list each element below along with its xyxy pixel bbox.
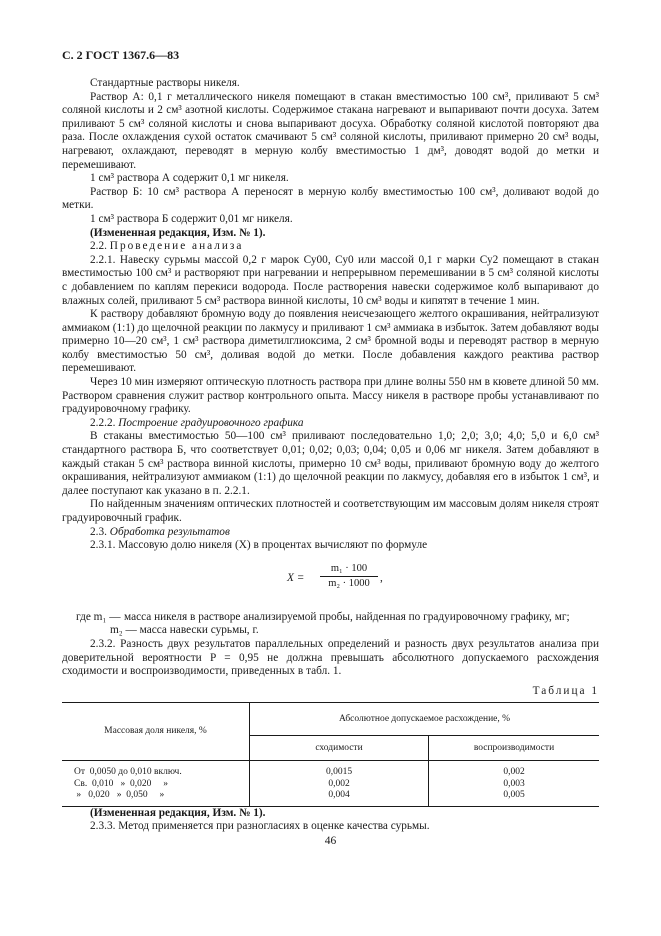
optical-density-paragraph: Через 10 мин измеряют оптическую плотность раствора при длине волны 550 нм в кювете длиной 50 мм. Раствором сравнения служит раствор контрольного опыта. Массу никеля в растворе пробы устанавливают по градуировочному графику. (62, 376, 599, 416)
bromine-water-paragraph: К раствору добавляют бромную воду до появления неисчезающего желтого окрашивания, нейтрализуют аммиаком (1:1) до щелочной реакции по лакмусу и приливают 1 см³ аммиака в избыток. Затем добавляют воды примерно 10—20 см³, 1 см³ раствора диметилглиоксима, 2 см³ бромной воды и переводят раствор в мерную колбу вместимостью 50 см³, доливая водой до метки. После добавления каждого реактива раствор перемешивают. (62, 308, 599, 375)
header-reproducibility: воспроизводимости (429, 736, 600, 761)
section-2-2-2-title: Построение градуировочного графика (118, 416, 304, 429)
row-reproducibility: 0,003 (503, 778, 525, 789)
edition-note-1: (Измененная редакция, Изм. № 1). (90, 226, 266, 239)
calibration-graph-paragraph: По найденным значениям оптических плотностей и соответствующим им массовым долям никеля строят градуировочный график. (62, 498, 599, 524)
solution-b-concentration: 1 см³ раствора Б содержит 0,01 мг никеля. (90, 212, 293, 225)
formula-denominator: m₂ · 1000 (328, 578, 370, 590)
tolerance-table (62, 702, 599, 807)
section-2-2-2-number: 2.2.2. (90, 416, 116, 429)
solution-a-paragraph: Раствор А: 0,1 г металлического никеля помещают в стакан вместимостью 100 см³, приливают 5 см³ соляной кислоты и 2 см³ азотной кислоты. Содержимое стакана нагревают и выпаривают почти досуха. Затем приливают 5 см³ соляной кислоты и снова выпаривают досуха. Обработку соляной кислотой повторяют два раза. После охлаждения сухой остаток смачивают 5 см³ соляной кислоты, приливают примерно 20 см³ воды, нагревают, охлаждают, переводят в мерную колбу вместимостью 1 дм³, доводят водой до метки и перемешивают. (62, 90, 599, 171)
formula-comma: , (380, 571, 383, 584)
column-reproducibility (429, 761, 600, 807)
row-range: От 0,0050 до 0,010 включ. (74, 767, 182, 778)
section-2-3-heading (62, 526, 599, 540)
row-reproducibility: 0,005 (503, 790, 525, 801)
section-2-2-title: Проведение анализа (109, 240, 244, 253)
edition-note-2: (Измененная редакция, Изм. № 1). (90, 806, 266, 819)
header-mass-fraction: Массовая доля никеля, % (62, 703, 250, 761)
legend-m2: m₂ — масса навески сурьмы, г. (110, 624, 259, 637)
header-tolerance: Абсолютное допускаемое расхождение, % (250, 703, 600, 736)
formula (62, 559, 599, 603)
formula-numerator: m₁ · 100 (320, 562, 378, 578)
section-2-3-3-paragraph: 2.3.3. Метод применяется при разногласиях в оценке качества сурьмы. (90, 820, 430, 833)
section-2-2-2-heading (62, 417, 599, 431)
row-range: Св. 0,010 » 0,020 » (74, 778, 168, 789)
column-ranges (62, 761, 250, 807)
standard-solutions-title: Стандартные растворы никеля. (90, 77, 240, 89)
section-2-3-title: Обработка результатов (109, 525, 230, 538)
section-2-2-number: 2.2. (90, 240, 107, 253)
section-2-3-2-paragraph: 2.3.2. Разность двух результатов параллельных определений и разность двух результатов анализа при доверительной вероятности P = 0,95 не должна превышать абсолютного допускаемого расхождения сходимости и воспроизводимости, приведенных в табл. 1. (62, 637, 599, 678)
legend-m1 (62, 611, 599, 625)
section-2-2-heading (62, 240, 599, 254)
row-convergence: 0,0015 (325, 767, 353, 778)
table-body (62, 761, 599, 807)
calibration-paragraph: В стаканы вместимостью 50—100 см³ приливают последовательно 1,0; 2,0; 3,0; 4,0; 5,0 и 6,0 см³ стандартного раствора Б, что соответствует 0,01; 0,02; 0,03; 0,04; 0,05 и 0,06 мг никеля. Затем добавляют в каждый стакан 5 см³ раствора винной кислоты, примерно 10 см³ воды, приливают бромную воду до желтого окрашивания, нейтрализуют аммиаком (1:1) до щелочной реакции по лакмусу, добавляя его в избыток 1 см³, и далее поступают как указано в п. 2.2.1. (62, 430, 599, 497)
header-convergence: сходимости (250, 736, 429, 761)
section-2-3-1-paragraph: 2.3.1. Массовую долю никеля (X) в процентах вычисляют по формуле (90, 539, 428, 552)
section-2-3-number: 2.3. (90, 525, 107, 538)
section-2-2-1-paragraph: 2.2.1. Навеску сурьмы массой 0,2 г марок Су00, Су0 или массой 0,1 г марки Су2 помещают в стакан вместимостью 100 см³ и растворяют при нагревании и непрерывном перемешивании в 5 см³ соляной кислоты с добавлением по каплям перекиси водорода. После растворения навески содержимое колб выпаривают до влажных солей, приливают 5 см³ раствора винной кислоты, 10 см³ воды и кипятят в течение 1 мин. (62, 253, 599, 307)
row-reproducibility: 0,002 (503, 767, 525, 778)
page-header: С. 2 ГОСТ 1367.6—83 (62, 48, 180, 62)
legend-m1-lead: где m₁ — (76, 610, 121, 623)
solution-b-paragraph: Раствор Б: 10 см³ раствора А переносят в мерную колбу вместимостью 100 см³, доливают водой до метки. (62, 185, 599, 212)
legend-m1-text: масса никеля в растворе анализируемой пробы, найденная по градуировочному графику, мг; (124, 610, 570, 623)
formula-fraction (320, 562, 378, 591)
table-caption: Таблица 1 (532, 684, 599, 697)
row-convergence: 0,004 (328, 790, 350, 801)
solution-a-concentration: 1 см³ раствора А содержит 0,1 мг никеля. (90, 172, 289, 185)
document-body (62, 77, 599, 834)
formula-lhs: X = (287, 571, 305, 584)
column-convergence (250, 761, 429, 807)
page-number: 46 (324, 835, 337, 847)
row-convergence: 0,002 (328, 778, 350, 789)
formula-legend (62, 611, 599, 638)
row-range: » 0,020 » 0,050 » (74, 790, 165, 801)
